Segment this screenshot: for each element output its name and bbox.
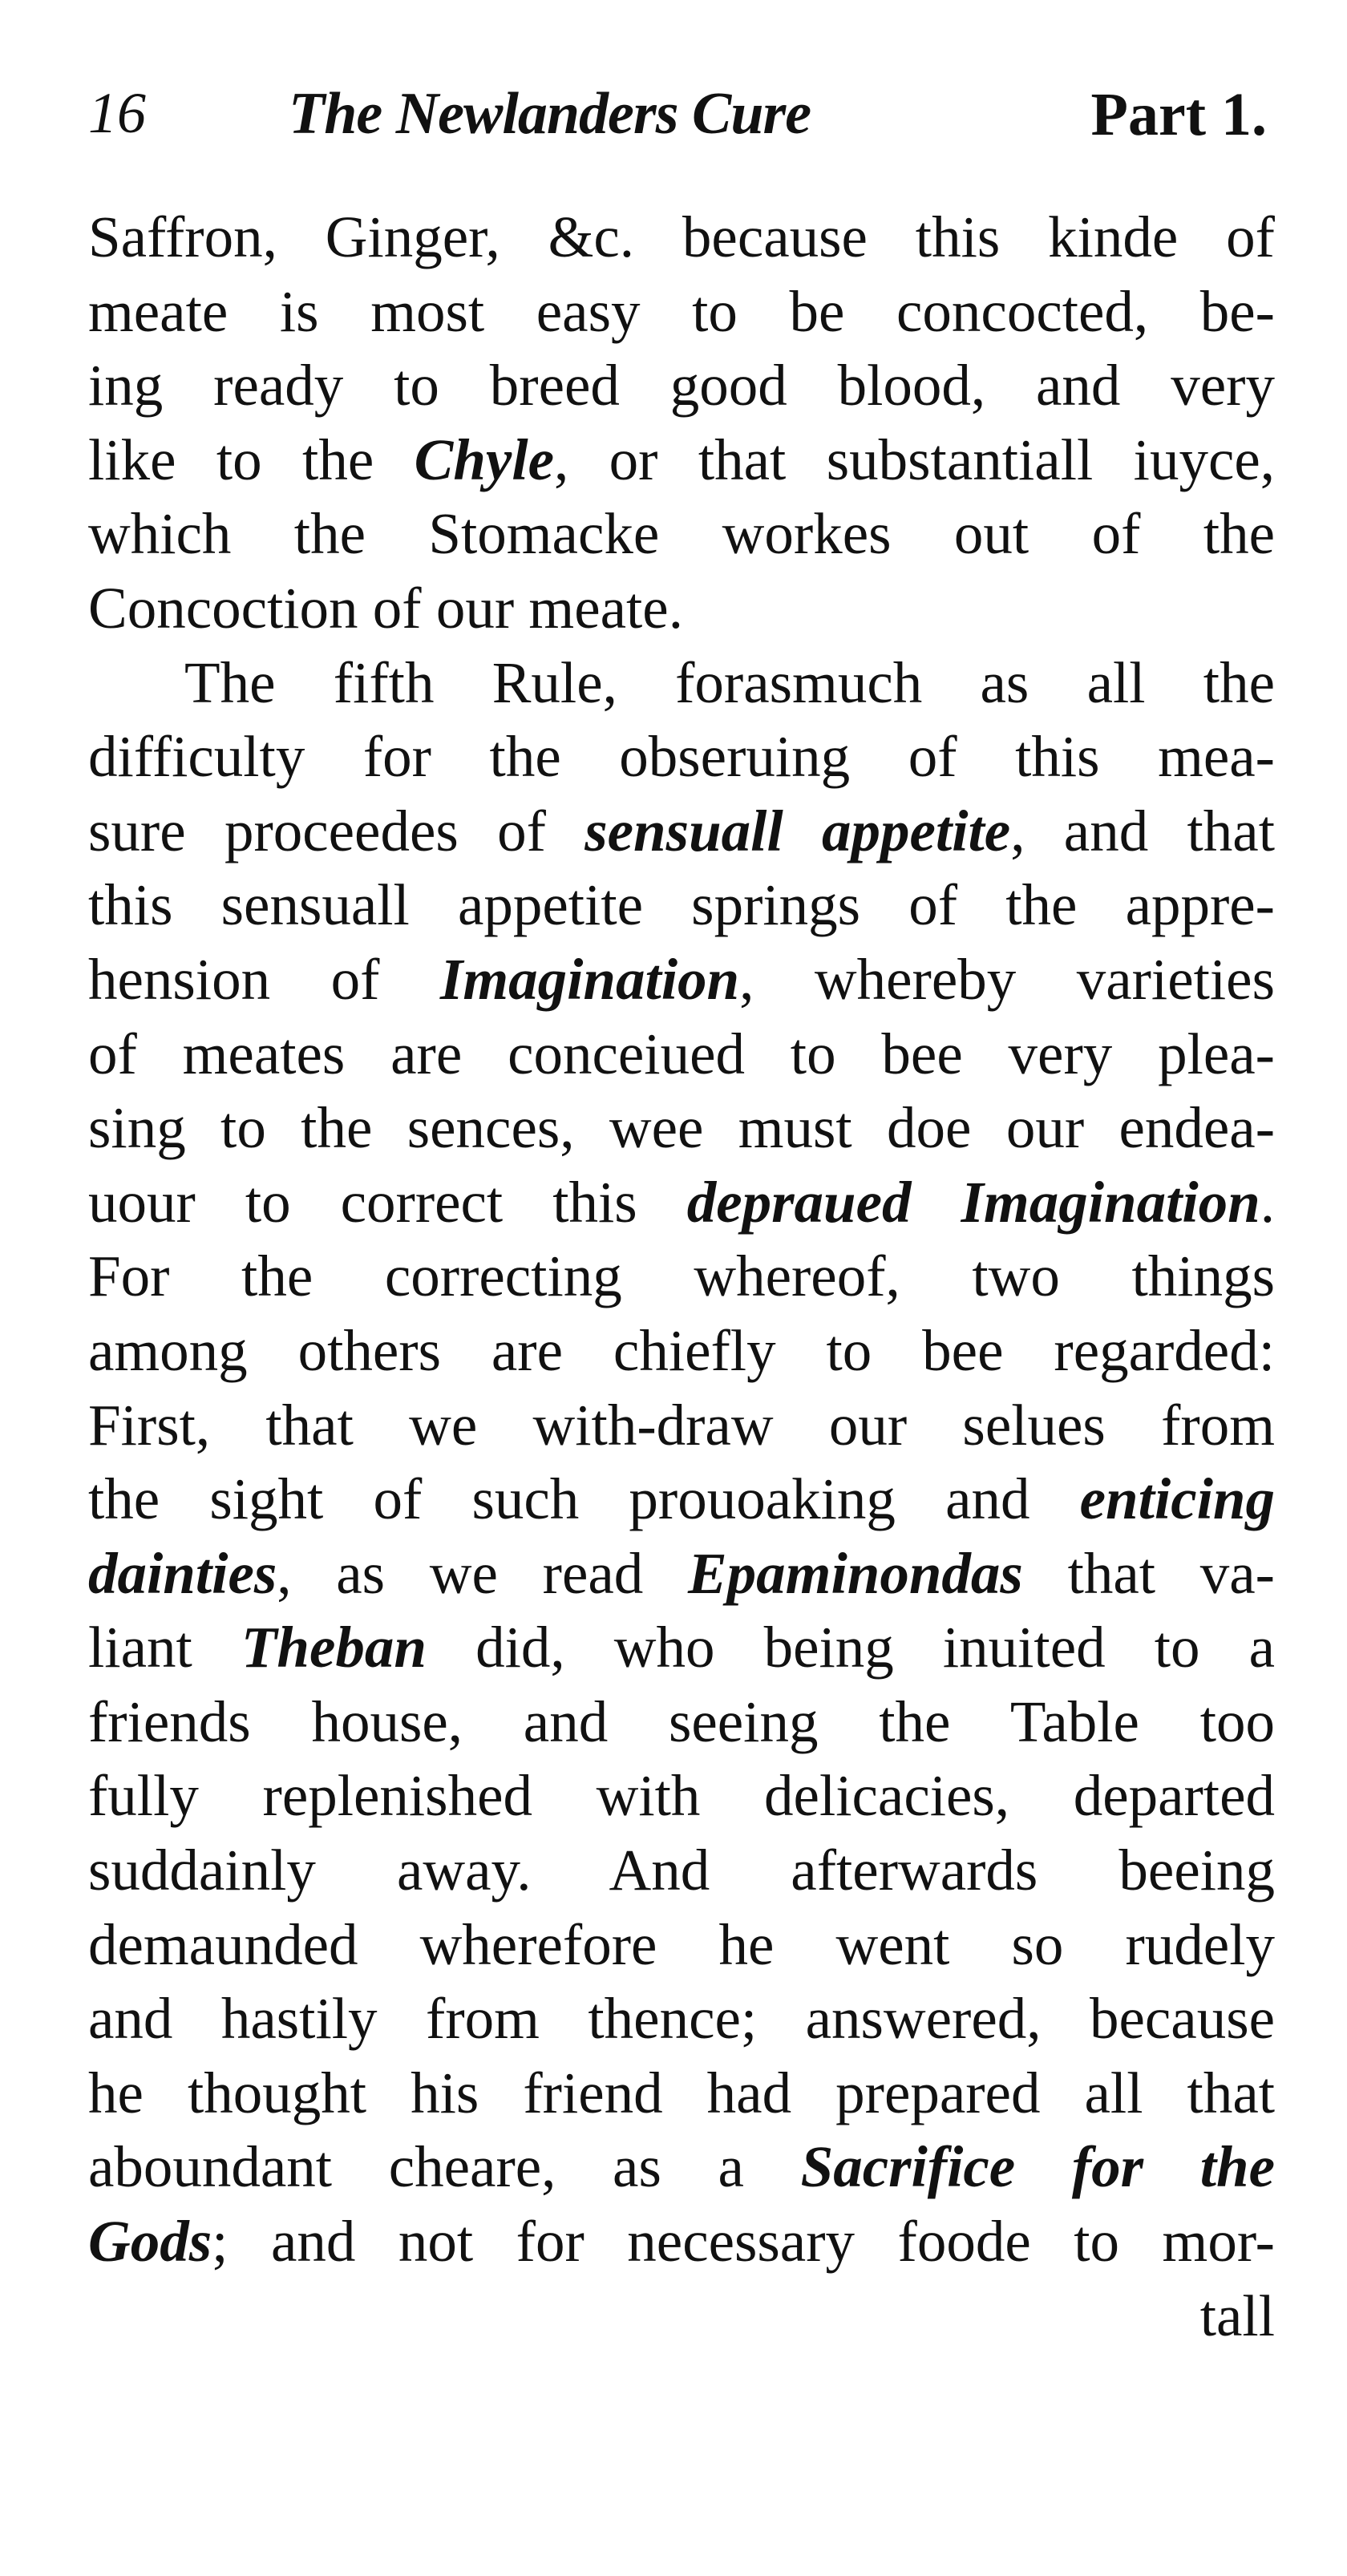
text-line — [88, 275, 1275, 350]
line-text: friends house, and seeing the Table too — [88, 1688, 1275, 1754]
text-line — [88, 2205, 1275, 2279]
line-text: that va- — [1022, 1540, 1275, 1606]
italic-phrase: sensuall appetite — [585, 798, 1011, 863]
text-line — [88, 2130, 1275, 2205]
text-line — [88, 1908, 1275, 1983]
line-text: Saffron, Ginger, &c. because this kinde of — [88, 204, 1275, 269]
italic-phrase: Imagination — [439, 946, 740, 1012]
line-text: sure proceedes of — [88, 798, 585, 863]
line-text: and hastily from thence; answered, because — [88, 1986, 1275, 2052]
text-line — [88, 943, 1275, 1017]
line-text: sing to the sences, wee must doe our endea- — [88, 1095, 1275, 1161]
text-line — [88, 1982, 1275, 2056]
line-text: uour to correct this — [88, 1169, 687, 1235]
text-line — [88, 1462, 1275, 1537]
text-line — [88, 646, 1275, 721]
text-line — [88, 1537, 1275, 1612]
text-line — [88, 200, 1275, 275]
line-text: did, who being inuited to a — [427, 1615, 1275, 1680]
text-line — [88, 795, 1275, 869]
line-text: aboundant cheare, as a — [88, 2134, 801, 2200]
line-text: , whereby varieties — [739, 946, 1275, 1012]
italic-phrase: Theban — [241, 1615, 427, 1680]
line-text: hension of — [88, 946, 440, 1012]
line-text: First, that we with-draw our selues from — [88, 1392, 1275, 1458]
line-text: Concoction of our meate. — [88, 575, 683, 641]
line-text: The fifth Rule, forasmuch as all the — [184, 649, 1275, 715]
italic-phrase: Epaminondas — [687, 1540, 1023, 1606]
text-line — [88, 1166, 1275, 1240]
line-text: which the Stomacke workes out of the — [88, 501, 1275, 567]
text-line — [88, 2056, 1275, 2131]
line-text: , as we read — [277, 1540, 688, 1606]
text-line — [88, 1239, 1275, 1314]
page-number: 16 — [88, 81, 146, 145]
line-text: ; and not for necessary foode to mor- — [212, 2209, 1275, 2275]
text-line — [88, 497, 1275, 572]
line-text: this sensuall appetite springs of the appre- — [88, 872, 1275, 938]
line-text: demaunded wherefore he went so rudely — [88, 1911, 1275, 1977]
line-text: among others are chiefly to bee regarded: — [88, 1317, 1275, 1383]
catchword — [88, 2279, 1275, 2354]
italic-phrase: Chyle — [414, 427, 555, 492]
text-line — [88, 572, 1275, 646]
line-text: ing ready to breed good blood, and very — [88, 353, 1275, 419]
text-line — [88, 1389, 1275, 1463]
page-header — [88, 74, 1275, 170]
line-text: tall — [1199, 2283, 1275, 2348]
line-text: , or that substantiall iuyce, — [554, 427, 1275, 492]
line-text: liant — [88, 1615, 241, 1680]
line-text: suddainly away. And afterwards beeing — [88, 1838, 1275, 1903]
text-line — [88, 1611, 1275, 1685]
line-text: fully replenished with delicacies, departed — [88, 1763, 1275, 1829]
line-text: meate is most easy to be concocted, be- — [88, 278, 1275, 344]
italic-phrase: enticing — [1079, 1466, 1275, 1532]
running-title: The Newlanders Cure — [289, 81, 811, 147]
text-line — [88, 1834, 1275, 1908]
line-text: difficulty for the obseruing of this mea- — [88, 724, 1275, 790]
text-line — [88, 720, 1275, 795]
text-line — [88, 1017, 1275, 1092]
text-line — [88, 868, 1275, 943]
text-line — [88, 1685, 1275, 1760]
line-text: of meates are conceiued to bee very plea- — [88, 1021, 1275, 1086]
italic-phrase: dainties — [88, 1540, 277, 1606]
line-text: , and that — [1010, 798, 1275, 863]
line-text: he thought his friend had prepared all that — [88, 2060, 1275, 2125]
line-text: For the correcting whereof, two things — [88, 1244, 1275, 1309]
text-line — [88, 1091, 1275, 1166]
line-text: the sight of such prouoaking and — [88, 1466, 1080, 1532]
italic-phrase: Gods — [88, 2209, 212, 2275]
text-line — [88, 349, 1275, 423]
line-text: . — [1260, 1169, 1276, 1235]
line-text: like to the — [88, 427, 415, 492]
italic-phrase: depraued Imagination — [686, 1169, 1260, 1235]
italic-phrase: Sacrifice for the — [800, 2134, 1275, 2200]
text-line — [88, 1759, 1275, 1834]
text-line — [88, 1314, 1275, 1389]
body-text — [88, 200, 1275, 2353]
part-label: Part 1. — [1090, 81, 1267, 148]
text-line — [88, 423, 1275, 498]
